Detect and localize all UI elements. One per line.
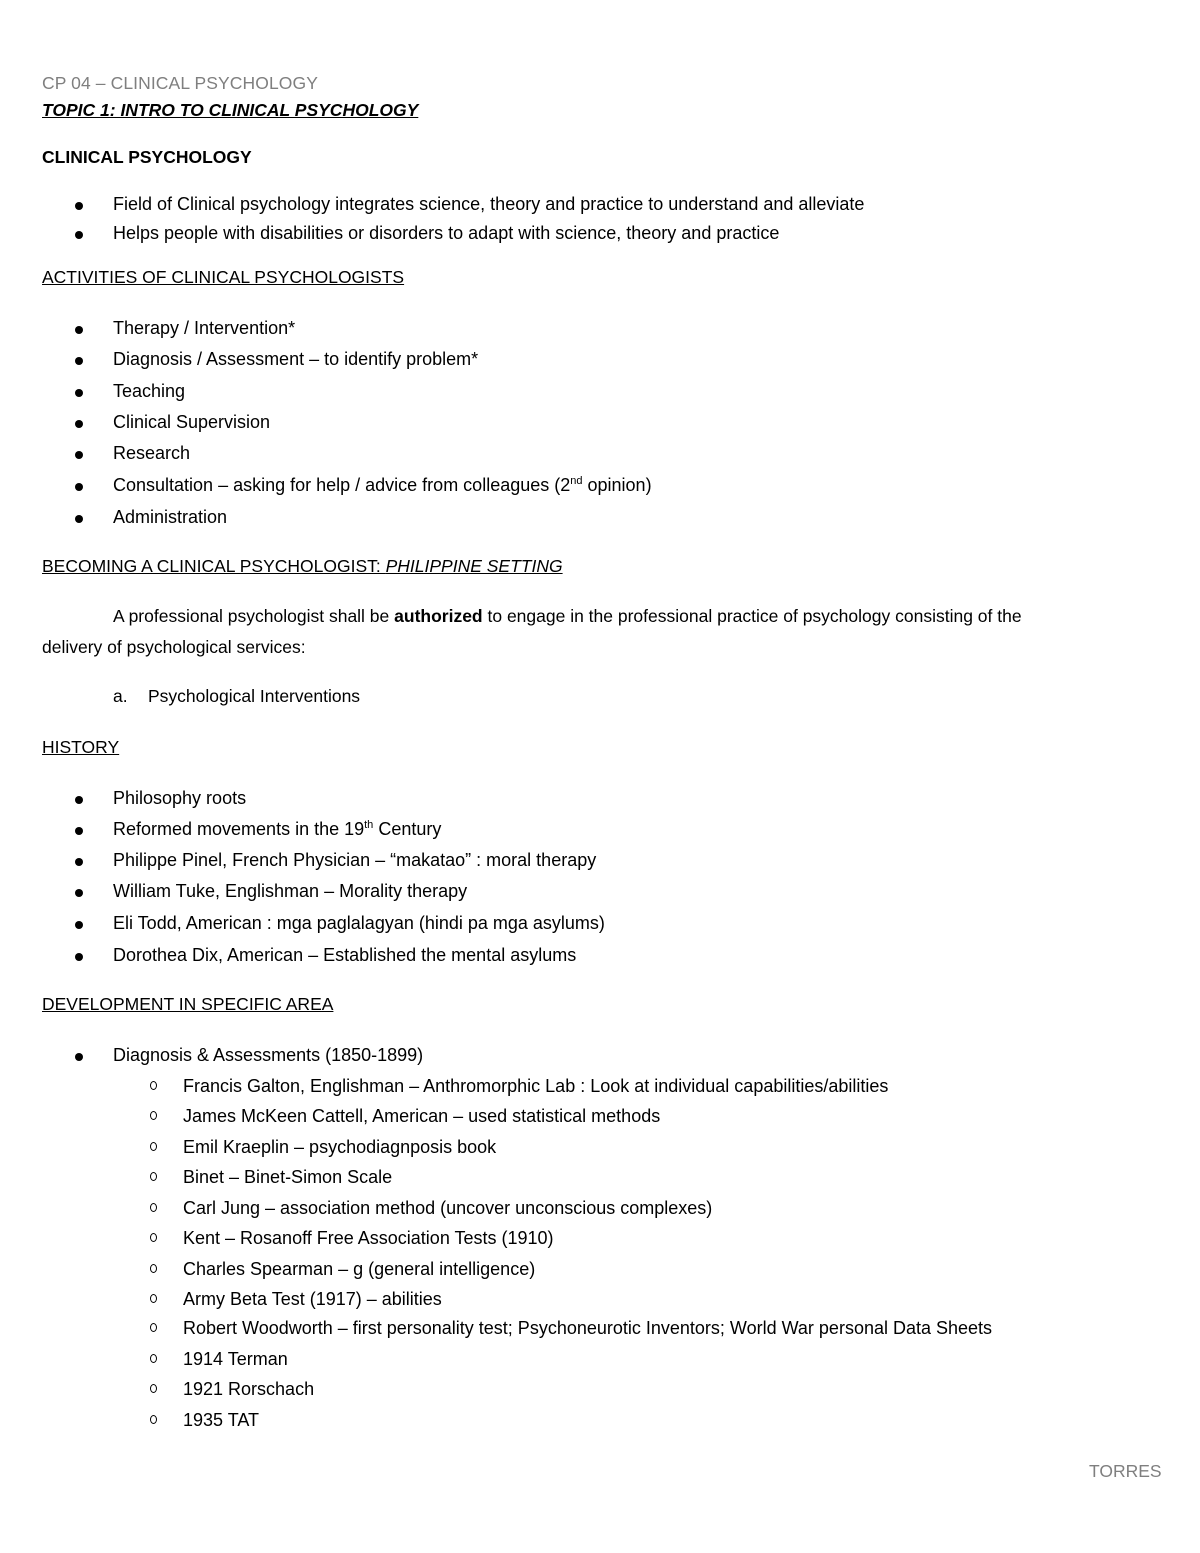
bullet-icon [75, 1053, 83, 1061]
bullet-icon [75, 231, 83, 239]
sub-list-item [0, 1136, 1200, 1162]
sub-list-item-text: 1935 TAT [183, 1410, 260, 1430]
list-item-text: Administration [113, 507, 228, 527]
topic-title: TOPIC 1: INTRO TO CLINICAL PSYCHOLOGY [42, 100, 419, 120]
sub-list-item [0, 1288, 1200, 1314]
list-item-text: Philippe Pinel, French Physician – “makatao” : moral therapy [113, 850, 597, 870]
list-item [0, 849, 1200, 875]
sub-list-item [0, 1378, 1200, 1404]
bullet-icon [75, 202, 83, 210]
activities-heading: ACTIVITIES OF CLINICAL PSYCHOLOGISTS [42, 267, 405, 287]
list-item-text: Philosophy roots [113, 788, 247, 808]
circle-bullet-icon [150, 1142, 157, 1151]
sub-list-item-text: Army Beta Test (1917) – abilities [183, 1289, 442, 1309]
sub-list-item [0, 1166, 1200, 1192]
becoming-heading: BECOMING A CLINICAL PSYCHOLOGIST: PHILIPPINE SETTING [42, 556, 563, 576]
list-item [0, 411, 1200, 437]
list-item [0, 880, 1200, 906]
sub-list-item [0, 1258, 1200, 1284]
sub-list-item-text: James McKeen Cattell, American – used statistical methods [183, 1106, 661, 1126]
sub-list-item-text: Robert Woodworth – first personality test; Psychoneurotic Inventors; World War personal Data Sheets [183, 1318, 993, 1338]
sub-list-item-text: Binet – Binet-Simon Scale [183, 1167, 393, 1187]
sub-list-item-text: Charles Spearman – g (general intelligence) [183, 1259, 536, 1279]
circle-bullet-icon [150, 1294, 157, 1303]
sub-list-item-text: Kent – Rosanoff Free Association Tests (1910) [183, 1228, 554, 1248]
list-item-text: Research [113, 443, 191, 463]
sub-list-item [0, 1075, 1200, 1101]
list-item [0, 442, 1200, 468]
sub-list-item [0, 1227, 1200, 1253]
list-item-text: Field of Clinical psychology integrates science, theory and practice to understand and alleviate [113, 194, 865, 214]
list-item [0, 193, 1200, 219]
circle-bullet-icon [150, 1415, 157, 1424]
sub-list-item-text: Carl Jung – association method (uncover unconscious complexes) [183, 1198, 713, 1218]
document-header: CP 04 – CLINICAL PSYCHOLOGY [42, 73, 319, 93]
circle-bullet-icon [150, 1354, 157, 1363]
clinical-heading: CLINICAL PSYCHOLOGY [42, 147, 252, 167]
bullet-icon [75, 389, 83, 397]
sub-list-item-text: Emil Kraeplin – psychodiagnposis book [183, 1137, 497, 1157]
list-item-text: Helps people with disabilities or disorders to adapt with science, theory and practice [113, 223, 780, 243]
list-item [0, 787, 1200, 813]
sub-list-item [0, 1105, 1200, 1131]
sub-list-item [0, 1197, 1200, 1223]
circle-bullet-icon [150, 1203, 157, 1212]
circle-bullet-icon [150, 1323, 157, 1332]
bullet-icon [75, 515, 83, 523]
list-item [0, 380, 1200, 406]
list-item [0, 348, 1200, 374]
development-heading: DEVELOPMENT IN SPECIFIC AREA [42, 994, 334, 1014]
list-item [0, 506, 1200, 532]
list-item [0, 1044, 1200, 1070]
bullet-icon [75, 953, 83, 961]
sub-list-item-text: 1921 Rorschach [183, 1379, 315, 1399]
list-item [0, 317, 1200, 343]
bullet-icon [75, 483, 83, 491]
list-item [0, 944, 1200, 970]
list-item-text: Reformed movements in the 19th Century [113, 819, 442, 839]
list-item-text: Teaching [113, 381, 186, 401]
list-item-text: Dorothea Dix, American – Established the mental asylums [113, 945, 577, 965]
sub-list-item-text: 1914 Terman [183, 1349, 288, 1369]
list-item-text: Therapy / Intervention* [113, 318, 296, 338]
bullet-icon [75, 326, 83, 334]
sub-list-item [0, 1317, 1200, 1343]
bullet-icon [75, 858, 83, 866]
bullet-icon [75, 921, 83, 929]
list-item [0, 912, 1200, 938]
circle-bullet-icon [150, 1264, 157, 1273]
bullet-icon [75, 451, 83, 459]
list-item-text: Psychological Interventions [148, 686, 361, 706]
list-item-text: Diagnosis & Assessments (1850-1899) [113, 1045, 424, 1065]
circle-bullet-icon [150, 1384, 157, 1393]
circle-bullet-icon [150, 1172, 157, 1181]
list-item-text: Clinical Supervision [113, 412, 271, 432]
circle-bullet-icon [150, 1233, 157, 1242]
bullet-icon [75, 889, 83, 897]
document-footer: TORRES [1089, 1461, 1162, 1481]
sub-list-item [0, 1348, 1200, 1374]
bullet-icon [75, 357, 83, 365]
bullet-icon [75, 420, 83, 428]
history-heading: HISTORY [42, 737, 120, 757]
bullet-icon [75, 827, 83, 835]
list-marker: a. [113, 686, 128, 706]
list-item-text: Diagnosis / Assessment – to identify problem* [113, 349, 479, 369]
paragraph-line: A professional psychologist shall be authorized to engage in the professional practice of psychology consisting of the [113, 606, 1022, 626]
list-item [0, 818, 1200, 844]
list-item-text: William Tuke, Englishman – Morality therapy [113, 881, 468, 901]
list-item-text: Eli Todd, American : mga paglalagyan (hindi pa mga asylums) [113, 913, 605, 933]
list-item-text: Consultation – asking for help / advice from colleagues (2nd opinion) [113, 475, 652, 495]
circle-bullet-icon [150, 1081, 157, 1090]
bullet-icon [75, 796, 83, 804]
sub-list-item-text: Francis Galton, Englishman – Anthromorphic Lab : Look at individual capabilities/abilities [183, 1076, 889, 1096]
paragraph-line: delivery of psychological services: [42, 637, 306, 657]
list-item [0, 474, 1200, 500]
sub-list-item [0, 1409, 1200, 1435]
circle-bullet-icon [150, 1111, 157, 1120]
list-item [0, 222, 1200, 248]
